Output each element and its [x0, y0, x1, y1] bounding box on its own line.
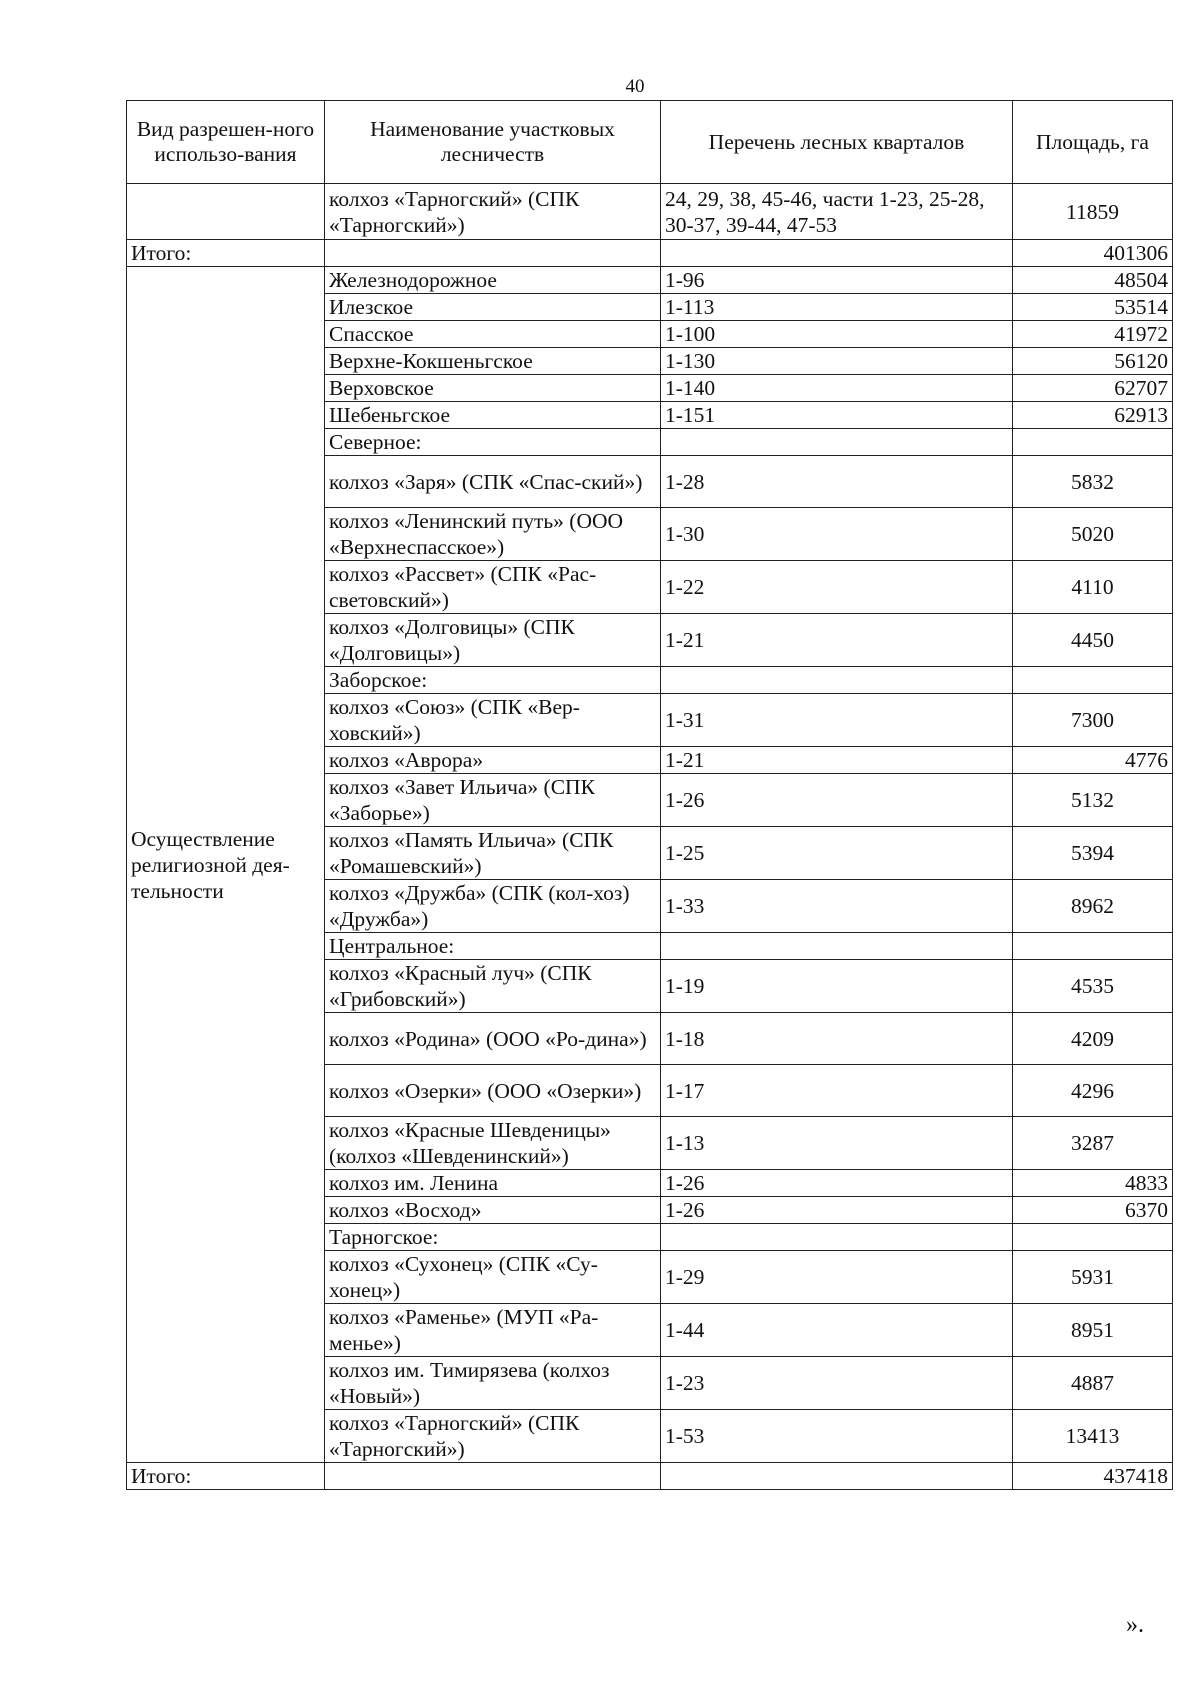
forestry-name-cell: колхоз «Красный луч» (СПК «Грибовский») — [325, 960, 661, 1013]
quarters-cell — [661, 1224, 1013, 1251]
quarters-cell: 1-17 — [661, 1065, 1013, 1117]
area-cell — [1013, 429, 1173, 456]
forestry-name-cell: колхоз «Аврора» — [325, 747, 661, 774]
header-area: Площадь, га — [1013, 101, 1173, 184]
total-row — [127, 240, 1173, 267]
forestry-name-cell: колхоз «Дружба» (СПК (кол-хоз) «Дружба») — [325, 880, 661, 933]
area-cell: 11859 — [1013, 184, 1173, 240]
forestry-name-cell: колхоз «Восход» — [325, 1197, 661, 1224]
area-cell: 5132 — [1013, 774, 1173, 827]
forestry-name-cell: колхоз им. Ленина — [325, 1170, 661, 1197]
quarters-cell: 1-29 — [661, 1251, 1013, 1304]
area-cell: 4110 — [1013, 561, 1173, 614]
forestry-name-cell: Спасское — [325, 321, 661, 348]
quarters-cell: 1-18 — [661, 1013, 1013, 1065]
empty-cell — [325, 240, 661, 267]
forestry-name-cell: Железнодорожное — [325, 267, 661, 294]
total-label: Итого: — [127, 240, 325, 267]
forestry-name-cell: колхоз «Заря» (СПК «Спас-ский») — [325, 456, 661, 508]
forestry-name-cell: колхоз «Долговицы» (СПК «Долговицы») — [325, 614, 661, 667]
area-cell: 4209 — [1013, 1013, 1173, 1065]
quarters-cell: 1-26 — [661, 1170, 1013, 1197]
quarters-cell: 1-130 — [661, 348, 1013, 375]
forestry-name-cell: колхоз «Завет Ильича» (СПК «Заборье») — [325, 774, 661, 827]
quarters-cell: 1-30 — [661, 508, 1013, 561]
area-cell: 4450 — [1013, 614, 1173, 667]
empty-cell — [661, 240, 1013, 267]
empty-cell — [325, 1463, 661, 1490]
quarters-cell — [661, 933, 1013, 960]
forestry-name-cell: колхоз «Родина» (ООО «Ро-дина») — [325, 1013, 661, 1065]
religious-activity-section — [127, 267, 1173, 1463]
area-cell: 5832 — [1013, 456, 1173, 508]
total-label: Итого: — [127, 1463, 325, 1490]
forestry-name-cell: колхоз «Ленинский путь» (ООО «Верхнеспасское») — [325, 508, 661, 561]
forestry-name-cell: Северное: — [325, 429, 661, 456]
area-cell: 7300 — [1013, 694, 1173, 747]
area-cell: 48504 — [1013, 267, 1173, 294]
area-cell: 8962 — [1013, 880, 1173, 933]
quarters-cell: 1-28 — [661, 456, 1013, 508]
quarters-cell: 1-113 — [661, 294, 1013, 321]
forestry-name-cell: Тарногское: — [325, 1224, 661, 1251]
forestry-name-cell: Центральное: — [325, 933, 661, 960]
quarters-cell: 1-13 — [661, 1117, 1013, 1170]
forestry-name-cell: колхоз «Рассвет» (СПК «Рас-световский») — [325, 561, 661, 614]
forestry-name-cell: колхоз «Сухонец» (СПК «Су-хонец») — [325, 1251, 661, 1304]
forestry-name-cell: колхоз «Раменье» (МУП «Ра-менье») — [325, 1304, 661, 1357]
forestry-name-cell: Верховское — [325, 375, 661, 402]
forestry-name-cell: колхоз «Память Ильича» (СПК «Ромашевский») — [325, 827, 661, 880]
forestry-name-cell: колхоз «Озерки» (ООО «Озерки») — [325, 1065, 661, 1117]
page-number: 40 — [625, 76, 645, 97]
area-cell — [1013, 667, 1173, 694]
quarters-cell: 1-53 — [661, 1410, 1013, 1463]
area-cell: 5931 — [1013, 1251, 1173, 1304]
forestry-name-cell: Заборское: — [325, 667, 661, 694]
quarters-cell: 1-96 — [661, 267, 1013, 294]
forestry-name-cell: колхоз «Красные Шевденицы» (колхоз «Шевденинский») — [325, 1117, 661, 1170]
header-quarters-list: Перечень лесных кварталов — [661, 101, 1013, 184]
quarters-cell: 1-21 — [661, 614, 1013, 667]
forestry-name-cell: колхоз «Тарногский» (СПК «Тарногский») — [325, 184, 661, 240]
total-row — [127, 1463, 1173, 1490]
quarters-cell: 1-31 — [661, 694, 1013, 747]
area-cell: 62707 — [1013, 375, 1173, 402]
quarters-cell: 1-19 — [661, 960, 1013, 1013]
forestry-name-cell: колхоз «Тарногский» (СПК «Тарногский») — [325, 1410, 661, 1463]
area-cell — [1013, 933, 1173, 960]
total-area: 437418 — [1013, 1463, 1173, 1490]
quarters-cell: 1-21 — [661, 747, 1013, 774]
empty-cell — [661, 1463, 1013, 1490]
header-row — [127, 101, 1173, 184]
area-cell: 4535 — [1013, 960, 1173, 1013]
area-cell: 5394 — [1013, 827, 1173, 880]
quarters-cell: 1-100 — [661, 321, 1013, 348]
area-cell: 53514 — [1013, 294, 1173, 321]
area-cell: 5020 — [1013, 508, 1173, 561]
area-cell: 3287 — [1013, 1117, 1173, 1170]
forest-quarters-table — [126, 100, 1173, 1490]
quarters-cell: 1-22 — [661, 561, 1013, 614]
area-cell: 13413 — [1013, 1410, 1173, 1463]
quarters-cell: 1-23 — [661, 1357, 1013, 1410]
quarters-cell: 1-140 — [661, 375, 1013, 402]
forestry-name-cell: Шебеньгское — [325, 402, 661, 429]
area-cell: 8951 — [1013, 1304, 1173, 1357]
quarters-cell: 1-151 — [661, 402, 1013, 429]
forestry-name-cell: Илезское — [325, 294, 661, 321]
forestry-name-cell: колхоз «Союз» (СПК «Вер-ховский») — [325, 694, 661, 747]
area-cell — [1013, 1224, 1173, 1251]
header-forestry-name: Наименование участковых лесничеств — [325, 101, 661, 184]
quarters-cell: 1-25 — [661, 827, 1013, 880]
area-cell: 41972 — [1013, 321, 1173, 348]
quarters-cell: 1-33 — [661, 880, 1013, 933]
usage-type-cell: Осуществление религиозной дея-тельности — [127, 267, 325, 1463]
area-cell: 4833 — [1013, 1170, 1173, 1197]
area-cell: 4887 — [1013, 1357, 1173, 1410]
forestry-name-cell: колхоз им. Тимирязева (колхоз «Новый») — [325, 1357, 661, 1410]
forestry-name-cell: Верхне-Кокшеньгское — [325, 348, 661, 375]
usage-type-cell — [127, 184, 325, 240]
area-cell: 62913 — [1013, 402, 1173, 429]
quarters-cell: 1-26 — [661, 774, 1013, 827]
area-cell: 6370 — [1013, 1197, 1173, 1224]
table-row — [127, 267, 1173, 294]
header-usage-type: Вид разрешен-ного использо-вания — [127, 101, 325, 184]
quarters-cell: 1-44 — [661, 1304, 1013, 1357]
area-cell: 4776 — [1013, 747, 1173, 774]
quarters-cell — [661, 429, 1013, 456]
quarters-cell: 1-26 — [661, 1197, 1013, 1224]
table-row — [127, 184, 1173, 240]
area-cell: 56120 — [1013, 348, 1173, 375]
total-area: 401306 — [1013, 240, 1173, 267]
area-cell: 4296 — [1013, 1065, 1173, 1117]
quarters-cell — [661, 667, 1013, 694]
closing-quote-mark: ». — [1126, 1612, 1144, 1638]
quarters-cell: 24, 29, 38, 45-46, части 1-23, 25-28, 30-37, 39-44, 47-53 — [661, 184, 1013, 240]
